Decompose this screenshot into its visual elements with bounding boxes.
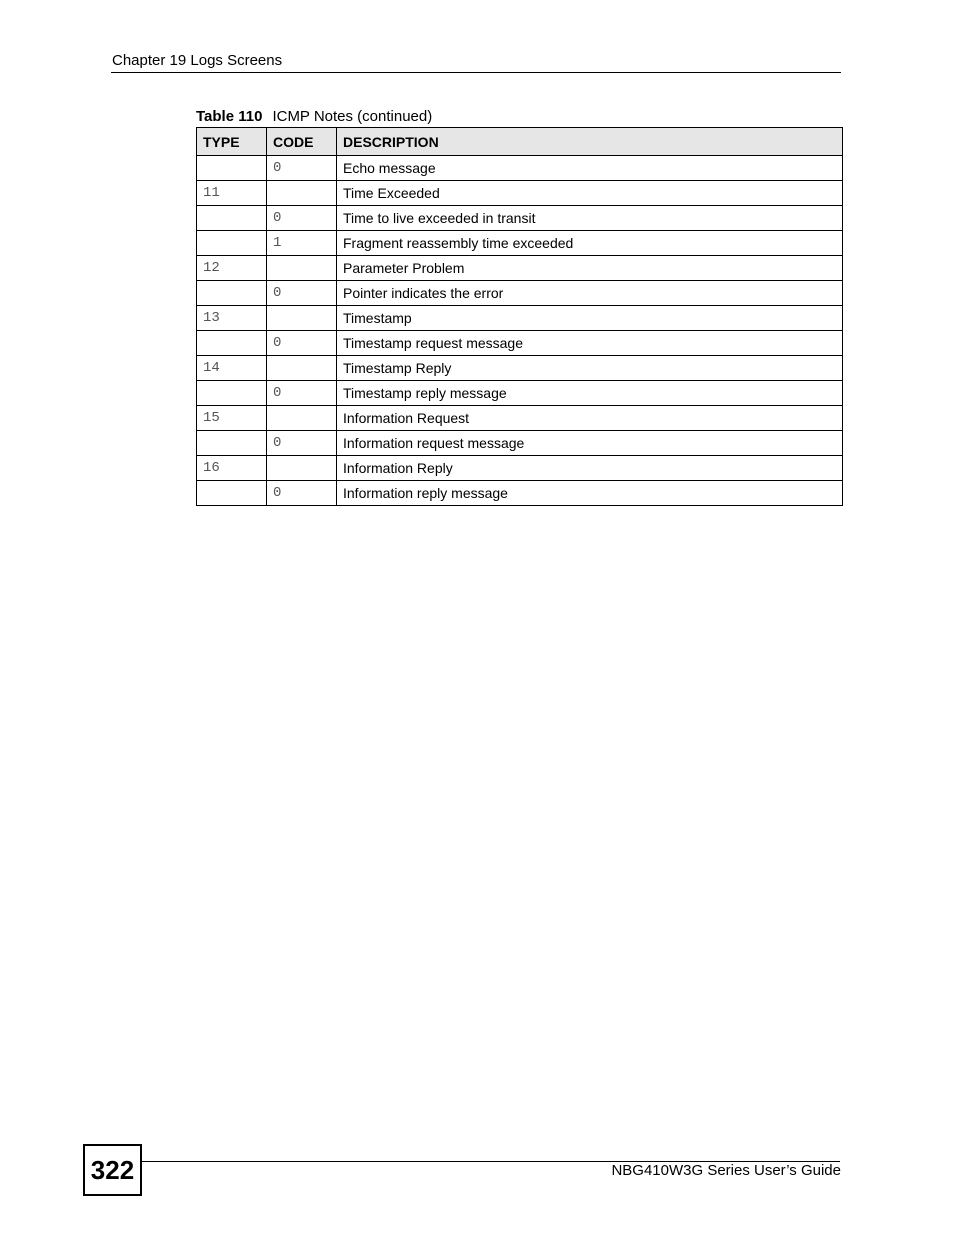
table-row — [197, 206, 843, 231]
table-row — [197, 281, 843, 306]
description-cell: Information Request — [337, 406, 843, 431]
type-cell — [197, 481, 267, 506]
table-row — [197, 456, 843, 481]
table-row — [197, 231, 843, 256]
table-row — [197, 331, 843, 356]
column-header-type: TYPE — [197, 128, 267, 156]
description-cell: Information Reply — [337, 456, 843, 481]
type-cell: 12 — [197, 256, 267, 281]
column-header-code: CODE — [267, 128, 337, 156]
chapter-header: Chapter 19 Logs Screens — [112, 52, 283, 69]
code-cell — [267, 306, 337, 331]
table-row — [197, 431, 843, 456]
code-cell: 0 — [267, 156, 337, 181]
type-cell — [197, 381, 267, 406]
description-cell: Timestamp reply message — [337, 381, 843, 406]
table-row — [197, 181, 843, 206]
code-cell: 0 — [267, 331, 337, 356]
description-cell: Information reply message — [337, 481, 843, 506]
type-cell: 11 — [197, 181, 267, 206]
code-cell — [267, 406, 337, 431]
description-cell: Information request message — [337, 431, 843, 456]
description-cell: Echo message — [337, 156, 843, 181]
description-cell: Time to live exceeded in transit — [337, 206, 843, 231]
table-label: Table 110 — [196, 108, 263, 125]
description-cell: Timestamp request message — [337, 331, 843, 356]
code-cell: 0 — [267, 481, 337, 506]
type-cell — [197, 331, 267, 356]
description-cell: Timestamp — [337, 306, 843, 331]
type-cell — [197, 231, 267, 256]
table-caption — [196, 108, 432, 125]
table-row — [197, 406, 843, 431]
description-cell: Timestamp Reply — [337, 356, 843, 381]
type-cell — [197, 281, 267, 306]
header-divider — [111, 72, 841, 73]
type-cell — [197, 206, 267, 231]
type-cell: 16 — [197, 456, 267, 481]
description-cell: Time Exceeded — [337, 181, 843, 206]
code-cell: 0 — [267, 281, 337, 306]
code-cell: 1 — [267, 231, 337, 256]
type-cell: 14 — [197, 356, 267, 381]
table-row — [197, 381, 843, 406]
code-cell — [267, 181, 337, 206]
table-row — [197, 256, 843, 281]
table-row — [197, 481, 843, 506]
code-cell — [267, 256, 337, 281]
type-cell: 13 — [197, 306, 267, 331]
description-cell: Fragment reassembly time exceeded — [337, 231, 843, 256]
code-cell: 0 — [267, 431, 337, 456]
table-row — [197, 356, 843, 381]
description-cell: Pointer indicates the error — [337, 281, 843, 306]
type-cell — [197, 156, 267, 181]
page-number-box — [83, 1144, 142, 1196]
code-cell: 0 — [267, 206, 337, 231]
type-cell — [197, 431, 267, 456]
column-header-description: DESCRIPTION — [337, 128, 843, 156]
code-cell — [267, 356, 337, 381]
table-title: ICMP Notes (continued) — [272, 108, 433, 125]
code-cell — [267, 456, 337, 481]
icmp-notes-table — [196, 127, 843, 506]
table-row — [197, 156, 843, 181]
table-row — [197, 306, 843, 331]
table-header-row — [197, 128, 843, 156]
code-cell: 0 — [267, 381, 337, 406]
page-number: 322 — [90, 1154, 135, 1185]
description-cell: Parameter Problem — [337, 256, 843, 281]
guide-title: NBG410W3G Series User’s Guide — [611, 1162, 841, 1179]
type-cell: 15 — [197, 406, 267, 431]
